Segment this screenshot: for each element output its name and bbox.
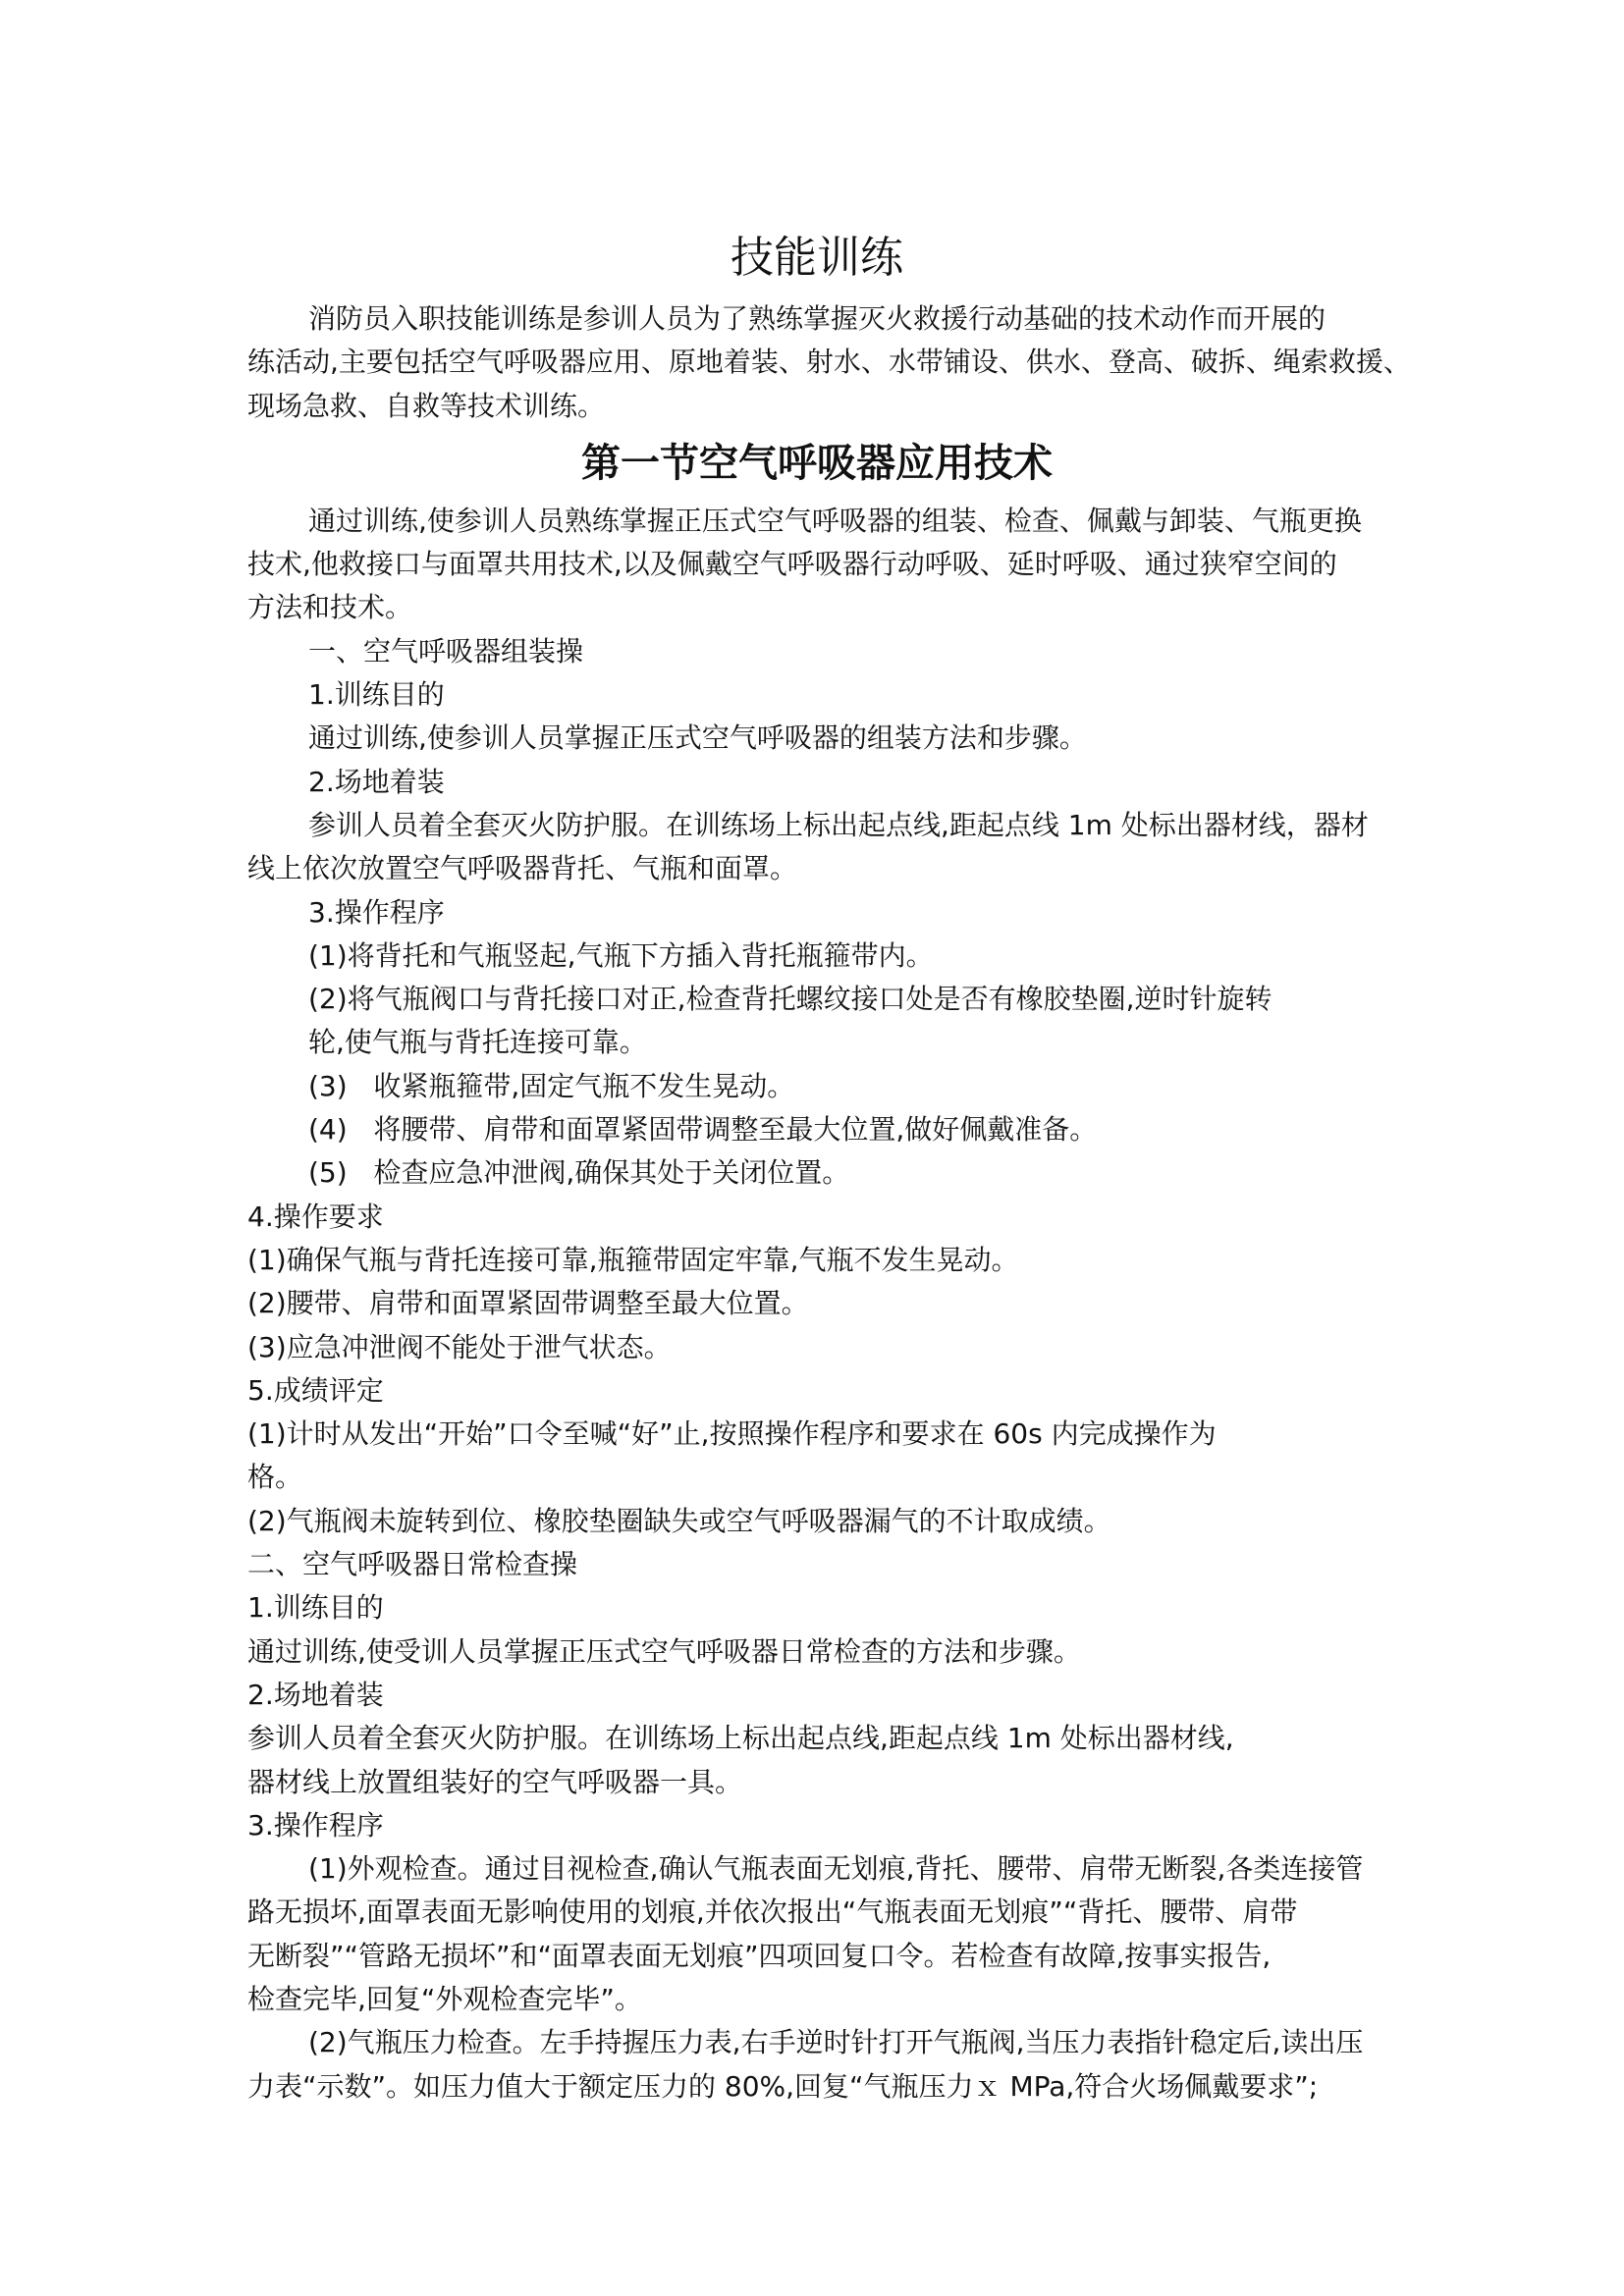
text-line: (2)将气瓶阀口与背托接口对正,检查背托螺纹接口处是否有橡胶垫圈,逆时针旋转	[308, 983, 1272, 1016]
text-line: (2)气瓶压力检查。左手持握压力表,右手逆时针打开气瓶阀,当压力表指针稳定后,读出压	[308, 2026, 1364, 2059]
text-line: 路无损坏,面罩表面无影响使用的划痕,并依次报出“气瓶表面无划痕”“背托、腰带、肩带	[247, 1896, 1298, 1929]
text-line: (1)将背托和气瓶竖起,气瓶下方插入背托瓶箍带内。	[308, 938, 934, 972]
text-line: (2)腰带、肩带和面罩紧固带调整至最大位置。	[247, 1287, 809, 1320]
text-line: 1.训练目的	[308, 678, 445, 712]
text-line: (1)确保气瓶与背托连接可靠,瓶箍带固定牢靠,气瓶不发生晃动。	[247, 1243, 1019, 1276]
text-line: 检查完毕,回复“外观检查完毕”。	[247, 1982, 642, 2015]
text-line: 通过训练,使受训人员掌握正压式空气呼吸器日常检查的方法和步骤。	[247, 1634, 1081, 1668]
text-line: 器材线上放置组装好的空气呼吸器一具。	[247, 1765, 743, 1798]
text-line: 练活动,主要包括空气呼吸器应用、原地着装、射水、水带铺设、供水、登高、破拆、绳索救援、	[247, 346, 1411, 379]
intro-paragraph	[247, 297, 1411, 428]
text-line: 通过训练,使参训人员掌握正压式空气呼吸器的组装方法和步骤。	[308, 721, 1087, 755]
text-line: 一、空气呼吸器组装操	[308, 634, 584, 667]
text-line: 通过训练,使参训人员熟练掌握正压式空气呼吸器的组装、检查、佩戴与卸装、气瓶更换	[308, 504, 1362, 537]
text-line: 二、空气呼吸器日常检查操	[247, 1548, 578, 1581]
text-line: (3) 收紧瓶箍带,固定气瓶不发生晃动。	[308, 1069, 795, 1102]
text-line: 方法和技术。	[247, 591, 413, 624]
text-line: 3.操作程序	[247, 1808, 384, 1842]
text-line: 2.场地着装	[247, 1678, 384, 1711]
text-line: 4.操作要求	[247, 1200, 384, 1233]
text-line: 现场急救、自救等技术训练。	[247, 389, 606, 422]
text-line: 格。	[247, 1461, 303, 1494]
text-line: 5.成绩评定	[247, 1373, 384, 1407]
text-line: 消防员入职技能训练是参训人员为了熟练掌握灭火救援行动基础的技术动作而开展的	[308, 302, 1326, 335]
text-line: 参训人员着全套灭火防护服。在训练场上标出起点线,距起点线 1m 处标出器材线，器材	[308, 808, 1369, 841]
section-heading: 第一节空气呼吸器应用技术	[581, 440, 1053, 486]
text-line: (5) 检查应急冲泄阀,确保其处于关闭位置。	[308, 1156, 850, 1190]
text-line: 3.操作程序	[308, 895, 445, 929]
text-line: 线上依次放置空气呼吸器背托、气瓶和面罩。	[247, 852, 798, 885]
document-title: 技能训练	[731, 233, 903, 283]
section-body	[247, 500, 1386, 2109]
text-line: (4) 将腰带、肩带和面罩紧固带调整至最大位置,做好佩戴准备。	[308, 1113, 1098, 1147]
text-line: 1.训练目的	[247, 1591, 384, 1625]
text-line: (3)应急冲泄阀不能处于泄气状态。	[247, 1330, 672, 1363]
text-line: (2)气瓶阀未旋转到位、橡胶垫圈缺失或空气呼吸器漏气的不计取成绩。	[247, 1504, 1111, 1537]
text-line: (1)外观检查。通过目视检查,确认气瓶表面无划痕,背托、腰带、肩带无断裂,各类连接管	[308, 1852, 1364, 1886]
text-line: 轮,使气瓶与背托连接可靠。	[308, 1026, 647, 1059]
text-line: 参训人员着全套灭火防护服。在训练场上标出起点线,距起点线 1m 处标出器材线,	[247, 1722, 1234, 1755]
text-line: 技术,他救接口与面罩共用技术,以及佩戴空气呼吸器行动呼吸、延时呼吸、通过狭窄空间的	[247, 548, 1337, 581]
text-line: 2.场地着装	[308, 765, 445, 798]
text-line: (1)计时从发出“开始”口令至喊“好”止,按照操作程序和要求在 60s 内完成操作为	[247, 1417, 1217, 1451]
document-page	[247, 228, 1411, 2109]
text-line: 力表“示数”。如压力值大于额定压力的 80%,回复“气瓶压力ｘ MPa,符合火场佩戴要求”;	[247, 2069, 1319, 2103]
text-line: 无断裂”“管路无损坏”和“面罩表面无划痕”四项回复口令。若检查有故障,按事实报告,	[247, 1939, 1272, 1972]
